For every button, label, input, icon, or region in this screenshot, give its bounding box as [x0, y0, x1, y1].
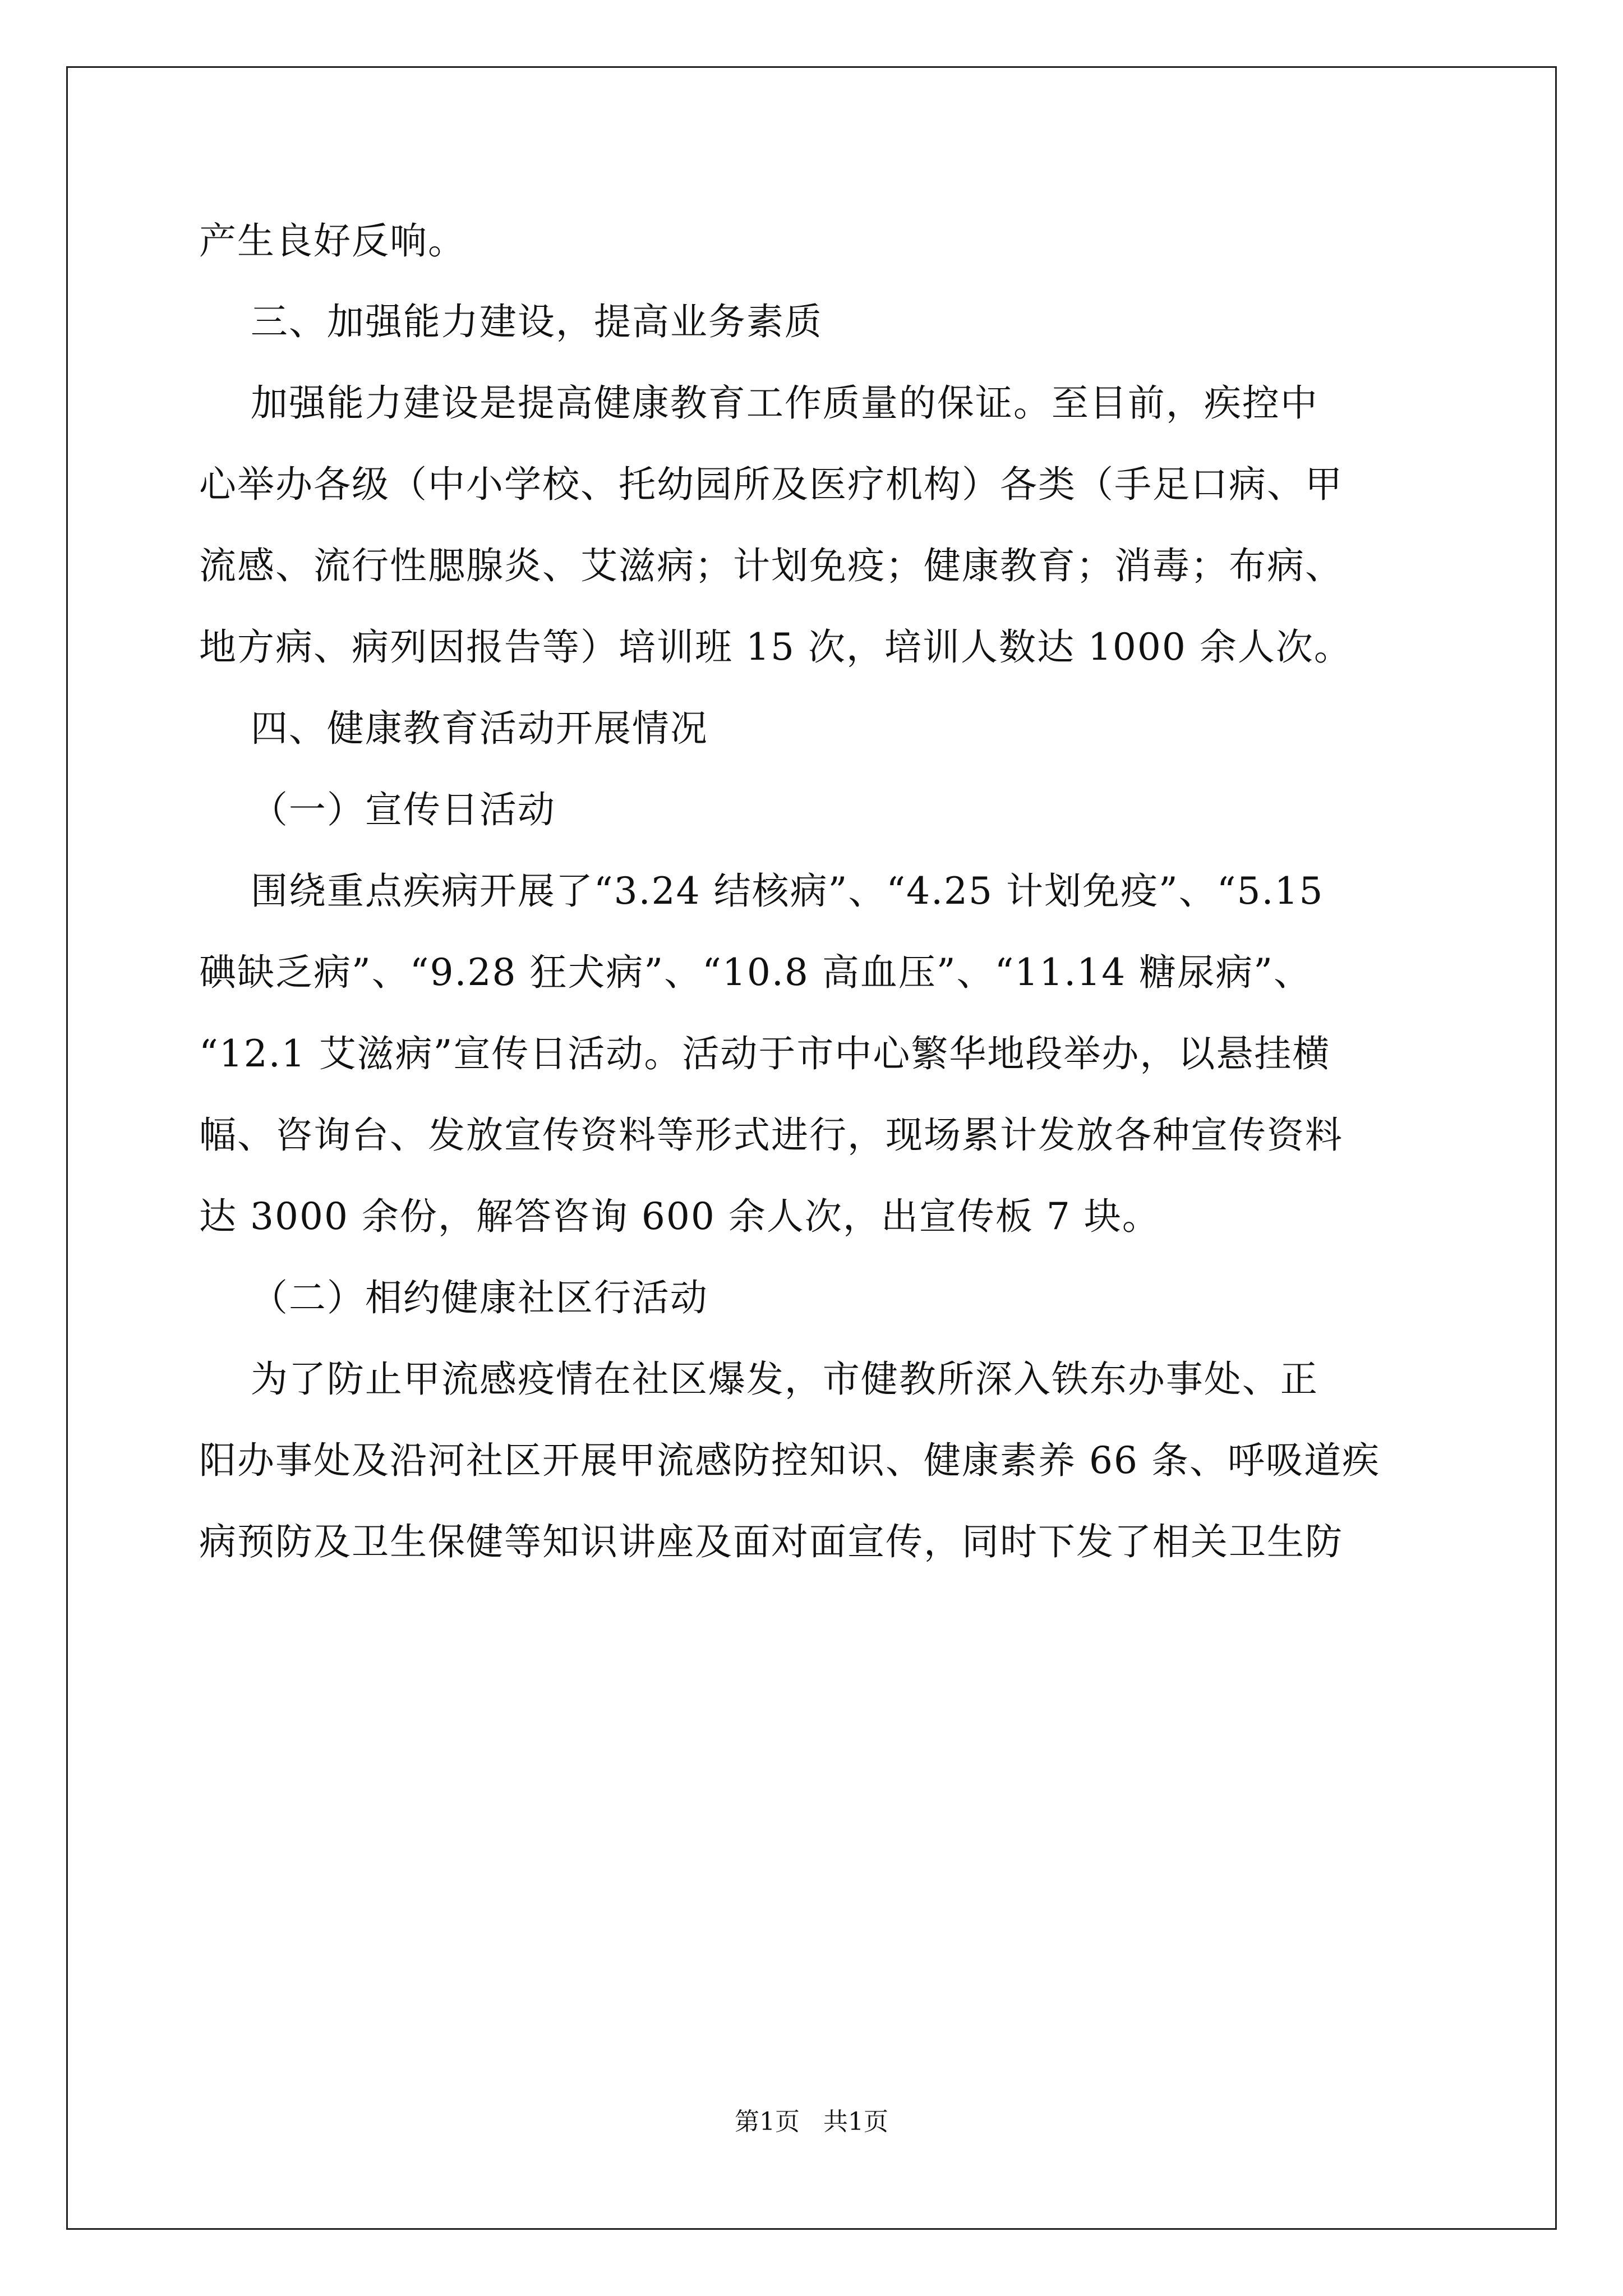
subsection-heading: （一）宣传日活动 — [199, 788, 556, 831]
text-line: 流感、流行性腮腺炎、艾滋病；计划免疫；健康教育；消毒；布病、 — [199, 544, 1343, 587]
text-line: 为了防止甲流感疫情在社区爆发，市健教所深入铁东办事处、正 — [199, 1358, 1318, 1401]
text-line: 三、加强能力建设，提高业务素质 — [199, 300, 823, 343]
text-line: 围绕重点疾病开展了“3.24 结核病”、“4.25 计划免疫”、“5.15 — [199, 869, 1324, 913]
text-line: 碘缺乏病”、“9.28 狂犬病”、“10.8 高血压”、“11.14 糖尿病”、 — [199, 951, 1312, 994]
text-line: 达 3000 余份，解答咨询 600 余人次，出宣传板 7 块。 — [199, 1195, 1160, 1238]
page-number-footer: 第1页 共1页 — [735, 2108, 888, 2136]
section-heading: 四、健康教育活动开展情况 — [199, 707, 708, 750]
text-line: 幅、咨询台、发放宣传资料等形式进行，现场累计发放各种宣传资料 — [199, 1114, 1343, 1157]
text-line: 心举办各级（中小学校、托幼园所及医疗机构）各类（手足口病、甲 — [199, 463, 1343, 506]
text-line: “12.1 艾滋病”宣传日活动。活动于市中心繁华地段举办，以悬挂横 — [199, 1032, 1331, 1075]
subsection-heading: （二）相约健康社区行活动 — [199, 1276, 708, 1319]
text-line: 加强能力建设是提高健康教育工作质量的保证。至目前，疾控中 — [199, 381, 1318, 425]
text-line: 阳办事处及沿河社区开展甲流感防控知识、健康素养 66 条、呼吸道疾 — [199, 1439, 1380, 1482]
text-line: 病预防及卫生保健等知识讲座及面对面宣传，同时下发了相关卫生防 — [199, 1520, 1343, 1563]
text-line: 产生良好反响。 — [199, 219, 466, 263]
text-line: 地方病、病列因报告等）培训班 15 次，培训人数达 1000 余人次。 — [199, 625, 1352, 669]
